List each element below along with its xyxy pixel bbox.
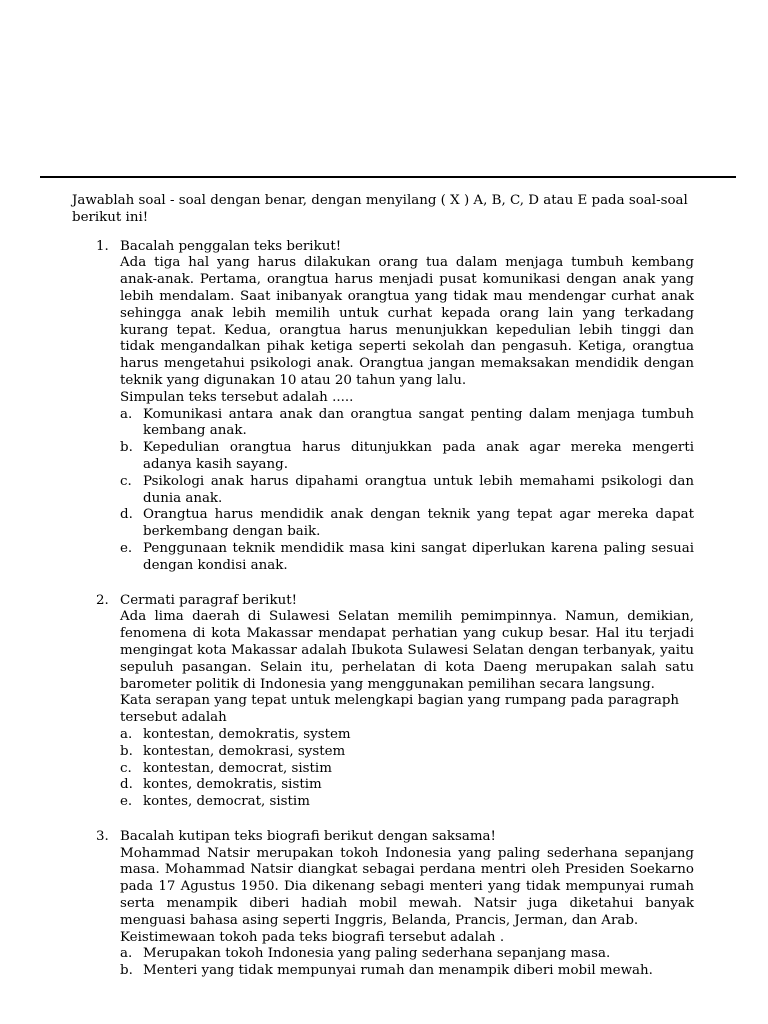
- question-passage: Ada tiga hal yang harus dilakukan orang tua dalam menjaga tumbuh kembang anak-anak. Pertama, orangtua harus menjadi pusat komunikasi dengan anak yang lebih mendalam. Saat inibanyak orangtua yang tidak mau mendengar curhat anak sehingga anak lebih memilih untuk curhat kepada orang lain yang terkadang kurang tepat. Kedua, orangtua harus menunjukkan kepedulian lebih tinggi dan tidak mengandalkan pihak ketiga seperti sekolah dan pengasuh. Ketiga, orangtua harus mengetahui psikologi anak. Orangtua jangan memaksakan mendidik dengan teknik yang digunakan 10 atau 20 tahun yang lalu.: [120, 255, 694, 388]
- question-prompt: Bacalah penggalan teks berikut!: [120, 238, 342, 254]
- option-text: kontestan, democrat, sistim: [143, 760, 332, 776]
- answer-option[interactable]: [120, 963, 694, 980]
- question-list: [72, 239, 694, 980]
- answer-options: [120, 407, 694, 575]
- option-text: kontes, democrat, sistim: [143, 794, 310, 810]
- answer-option[interactable]: [120, 794, 694, 811]
- option-text: Komunikasi antara anak dan orangtua sangat penting dalam menjaga tumbuh kembang anak.: [143, 406, 694, 439]
- question-1: [72, 239, 694, 575]
- question-ask: Kata serapan yang tepat untuk melengkapi bagian yang rumpang pada paragraph tersebut adalah: [120, 693, 680, 726]
- option-letter: a.: [120, 726, 133, 742]
- header-divider: [40, 176, 736, 178]
- option-letter: b.: [120, 440, 133, 456]
- answer-option[interactable]: [120, 440, 694, 474]
- question-2: [72, 593, 694, 811]
- option-text: kontes, demokratis, sistim: [143, 777, 322, 793]
- answer-options: [120, 727, 694, 811]
- question-number: 3.: [96, 828, 109, 844]
- option-letter: b.: [120, 743, 133, 759]
- question-prompt: Bacalah kutipan teks biografi berikut dengan saksama!: [120, 828, 496, 844]
- option-text: Merupakan tokoh Indonesia yang paling sederhana sepanjang masa.: [143, 946, 611, 962]
- option-text: Kepedulian orangtua harus ditunjukkan pada anak agar mereka mengerti adanya kasih sayang.: [143, 440, 694, 472]
- answer-option[interactable]: [120, 777, 694, 794]
- option-text: Psikologi anak harus dipahami orangtua untuk lebih memahami psikologi dan dunia anak.: [143, 473, 694, 506]
- option-text: Orangtua harus mendidik anak dengan teknik yang tepat agar mereka dapat berkembang dengan baik.: [143, 507, 694, 540]
- option-letter: a.: [120, 946, 133, 962]
- option-text: Menteri yang tidak mempunyai rumah dan menampik diberi mobil mewah.: [143, 963, 653, 979]
- answer-option[interactable]: [120, 407, 694, 441]
- option-letter: c.: [120, 760, 132, 776]
- question-ask: Keistimewaan tokoh pada teks biografi tersebut adalah .: [120, 929, 505, 945]
- question-passage: Ada lima daerah di Sulawesi Selatan memilih pemimpinnya. Namun, demikian, fenomena di kota Makassar mendapat perhatian yang cukup besar. Hal itu terjadi mengingat kota Makassar adalah Ibukota Sulawesi Selatan dengan terbanyak, yaitu sepuluh pasangan. Selain itu, perhelatan di kota Daeng merupakan salah satu barometer politik di Indonesia yang menggunakan pemilihan secara langsung.: [120, 609, 694, 692]
- instruction-text: Jawablah soal - soal dengan benar, dengan menyilang ( X ) A, B, C, D atau E pada soal-soal berikut ini!: [72, 193, 688, 225]
- question-number: 2.: [96, 592, 109, 608]
- question-number: 1.: [96, 238, 109, 254]
- question-passage: Mohammad Natsir merupakan tokoh Indonesia yang paling sederhana sepanjang masa. Mohammad Natsir diangkat sebagai perdana mentri oleh Presiden Soekarno pada 17 Agustus 1950. Dia dikenang sebagi menteri yang tidak mempunyai rumah serta menampik diberi hadiah mobil mewah. Natsir juga diketahui banyak menguasi bahasa asing seperti Inggris, Belanda, Prancis, Jerman, dan Arab.: [120, 845, 694, 928]
- option-letter: d.: [120, 777, 133, 793]
- answer-option[interactable]: [120, 946, 694, 963]
- option-letter: e.: [120, 794, 133, 810]
- option-letter: b.: [120, 963, 133, 979]
- answer-option[interactable]: [120, 744, 694, 761]
- question-ask: Simpulan teks tersebut adalah .....: [120, 389, 354, 405]
- question-prompt: Cermati paragraf berikut!: [120, 592, 297, 608]
- answer-option[interactable]: [120, 507, 694, 541]
- answer-option[interactable]: [120, 541, 694, 575]
- option-letter: a.: [120, 406, 133, 422]
- answer-options: [120, 946, 694, 980]
- answer-option[interactable]: [120, 761, 694, 778]
- option-text: Penggunaan teknik mendidik masa kini sangat diperlukan karena paling sesuai dengan kondisi anak.: [143, 540, 694, 573]
- exam-content: [72, 193, 694, 998]
- option-letter: d.: [120, 507, 133, 523]
- option-text: kontestan, demokratis, system: [143, 726, 351, 742]
- option-letter: e.: [120, 540, 133, 556]
- question-3: [72, 829, 694, 980]
- option-text: kontestan, demokrasi, system: [143, 743, 346, 759]
- answer-option[interactable]: [120, 474, 694, 508]
- option-letter: c.: [120, 473, 132, 489]
- answer-option[interactable]: [120, 727, 694, 744]
